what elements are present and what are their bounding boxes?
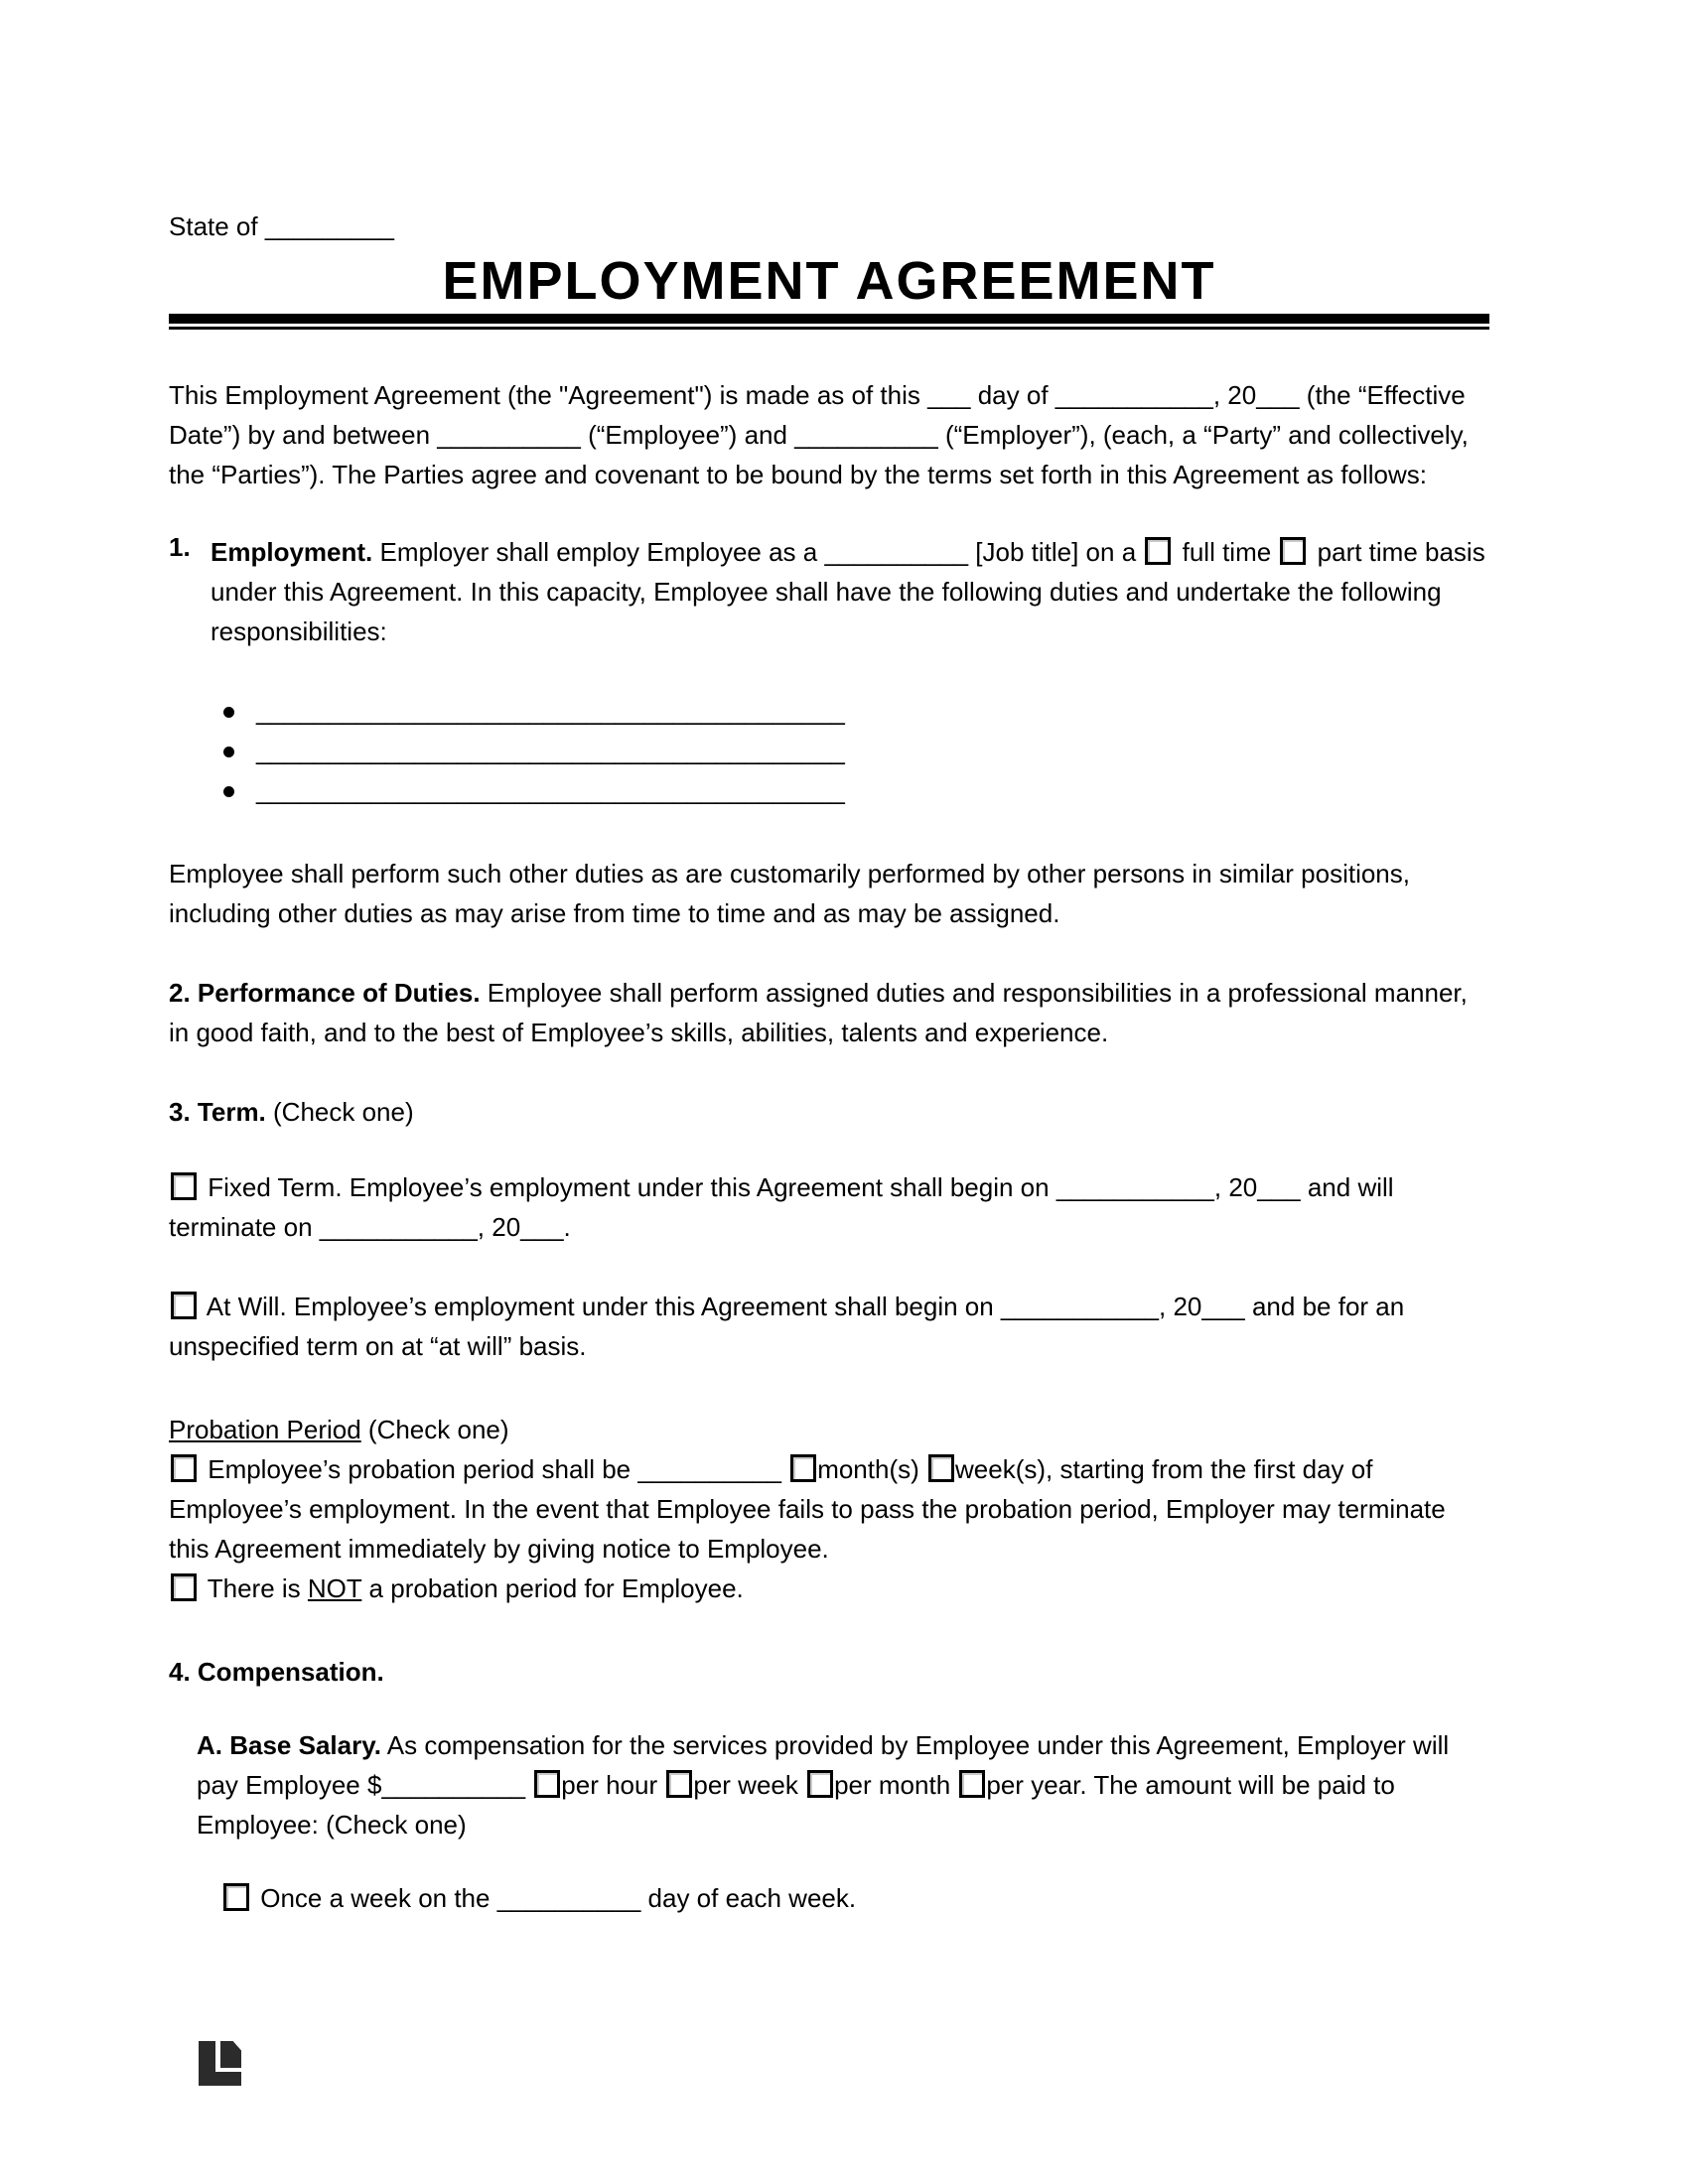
- section-4-heading: 4. Compensation.: [169, 1657, 384, 1687]
- legaltemplates-logo: [199, 2041, 241, 2086]
- per-week-label: per week: [693, 1770, 806, 1800]
- base-salary-heading: A. Base Salary.: [197, 1730, 381, 1760]
- probation-heading-line: [169, 1410, 1489, 1449]
- once-a-week-text: Once a week on the __________ day of each week.: [253, 1883, 857, 1913]
- list-item: [169, 731, 1489, 770]
- probation-period-checkbox[interactable]: [171, 1454, 197, 1482]
- probation-heading: Probation Period: [169, 1415, 361, 1444]
- once-a-week-option: [169, 1878, 1489, 1918]
- section-3-term: [169, 1092, 1489, 1132]
- logo-page-block: [220, 2041, 241, 2068]
- state-of-line: [169, 206, 1489, 246]
- parttime-checkbox[interactable]: [1280, 537, 1306, 565]
- per-hour-checkbox[interactable]: [534, 1770, 560, 1798]
- weeks-label: week(s), starting from the first day of Employee’s employment. In the event that Employee fails to pass the probation period, Employer may terminate this Agreement immediately by giving notice to Employee.: [169, 1454, 1446, 1564]
- bullet-icon: [223, 747, 234, 757]
- section-1-paragraph: [211, 532, 1489, 651]
- probation-option-2: [169, 1569, 1489, 1608]
- at-will-option: [169, 1287, 1489, 1366]
- bullet-icon: [223, 786, 234, 797]
- duty-blank-2[interactable]: _________________________________________: [256, 736, 845, 765]
- per-week-checkbox[interactable]: [666, 1770, 692, 1798]
- no-probation-checkbox[interactable]: [171, 1573, 197, 1601]
- base-salary-text: As compensation for the services provided by Employee under this Agreement, Employer will pay Employee $__________: [197, 1730, 1450, 1800]
- at-will-checkbox[interactable]: [171, 1292, 197, 1319]
- state-of-label: State of: [169, 211, 265, 241]
- once-a-week-checkbox[interactable]: [223, 1883, 249, 1911]
- document-content: [169, 0, 1489, 1918]
- duties-bullet-list: [169, 691, 1489, 810]
- fulltime-label: full time: [1175, 537, 1279, 567]
- parttime-label: part time basis under this Agreement. In this capacity, Employee shall have the following duties and undertake the following responsibilities:: [211, 537, 1485, 646]
- months-label: month(s): [817, 1454, 926, 1484]
- section-2-text: Employee shall perform assigned duties and responsibilities in a professional manner, in good faith, and to the best of Employee’s skills, abilities, talents and experience.: [169, 978, 1468, 1047]
- bullet-icon: [223, 707, 234, 718]
- probation-option-2-text-b: a probation period for Employee.: [361, 1573, 744, 1603]
- section-1-number: 1.: [169, 532, 191, 562]
- list-item: [169, 770, 1489, 810]
- logo-bottom-bar: [199, 2072, 241, 2086]
- divider-thick-line: [169, 314, 1489, 324]
- section-2-performance: [169, 973, 1489, 1052]
- fixed-term-option: [169, 1167, 1489, 1247]
- fixed-term-checkbox[interactable]: [171, 1172, 197, 1200]
- fixed-term-text: Fixed Term. Employee’s employment under this Agreement shall begin on ___________, 20___ and will terminate on ___________, 20___.: [169, 1172, 1394, 1242]
- section-3-note: (Check one): [265, 1097, 414, 1127]
- page-title: EMPLOYMENT AGREEMENT: [442, 251, 1216, 311]
- state-of-blank[interactable]: _________: [264, 211, 394, 241]
- title-divider: [169, 314, 1489, 330]
- section-1-text-a: Employer shall employ Employee as a __________ [Job title] on a: [372, 537, 1144, 567]
- months-checkbox[interactable]: [790, 1454, 816, 1482]
- probation-option-1: [169, 1449, 1489, 1569]
- per-month-label: per month: [834, 1770, 958, 1800]
- base-salary-paragraph: [169, 1725, 1489, 1844]
- probation-heading-note: (Check one): [360, 1415, 509, 1444]
- at-will-text: At Will. Employee’s employment under this Agreement shall begin on ___________, 20___ and be for an unspecified term on at “at will” basis.: [169, 1292, 1405, 1361]
- probation-option-1-text: Employee’s probation period shall be __________: [201, 1454, 789, 1484]
- per-year-checkbox[interactable]: [959, 1770, 985, 1798]
- probation-option-2-text-a: There is: [201, 1573, 308, 1603]
- section-3-heading: 3. Term.: [169, 1097, 266, 1127]
- per-year-label: per year. The amount will be paid to Employee: (Check one): [197, 1770, 1395, 1840]
- section-1-heading: Employment.: [211, 537, 373, 567]
- duty-blank-3[interactable]: _________________________________________: [256, 775, 845, 805]
- per-hour-label: per hour: [561, 1770, 665, 1800]
- probation-not-word: NOT: [307, 1573, 362, 1603]
- weeks-checkbox[interactable]: [928, 1454, 954, 1482]
- duty-blank-1[interactable]: _________________________________________: [256, 696, 845, 726]
- section-2-heading: 2. Performance of Duties.: [169, 978, 481, 1008]
- per-month-checkbox[interactable]: [807, 1770, 833, 1798]
- fulltime-checkbox[interactable]: [1145, 537, 1171, 565]
- divider-thin-line: [169, 327, 1489, 330]
- list-item: [169, 691, 1489, 731]
- other-duties-paragraph: Employee shall perform such other duties as are customarily performed by other persons in similar positions, including other duties as may arise from time to time and as may be assigned.: [169, 859, 1410, 928]
- section-1-employment: [169, 532, 1489, 651]
- intro-paragraph: This Employment Agreement (the "Agreement") is made as of this ___ day of ___________, 20___ (the “Effective Date”) by and between __________ (“Employee”) and __________ (“Employer”), (each, a “Party” and collectively, the “Parties”). The Parties agree and covenant to be bound by the terms set forth in this Agreement as follows:: [169, 380, 1469, 489]
